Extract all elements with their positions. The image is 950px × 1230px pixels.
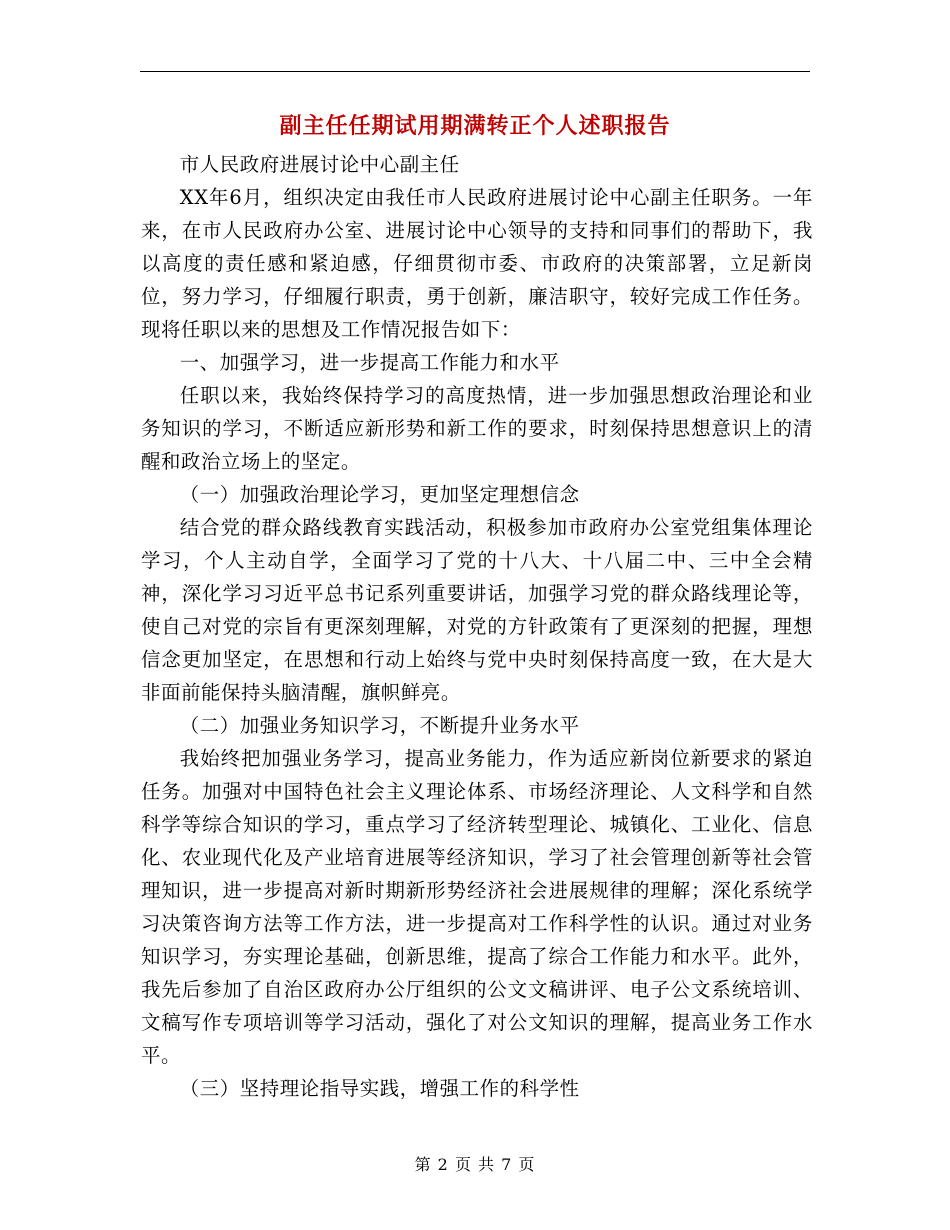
- subsection-heading-3: （三）坚持理论指导实践，增强工作的科学性: [179, 1077, 580, 1100]
- header-rule: [140, 71, 810, 72]
- section-heading-1: 一、加强学习，进一步提高工作能力和水平: [179, 351, 560, 374]
- page-number: 第 2 页 共 7 页: [414, 1155, 536, 1174]
- document-title: 副主任任期试用期满转正个人述职报告: [279, 113, 671, 139]
- paragraph-subsection-2: 我始终把加强业务学习，提高业务能力，作为适应新岗位新要求的紧迫任务。加强对中国特色社会主义理论体系、市场经济理论、人文科学和自然科学等综合知识的学习，重点学习了经济转型理论、城镇化、工业化、信息化、农业现代化及产业培育进展等经济知识，学习了社会管理创新等社会管理知识，进一步提高对新时期新形势经济社会进展规律的理解；深化系统学习决策咨询方法等工作方法，进一步提高对工作科学性的认识。通过对业务知识学习，夯实理论基础，创新思维，提高了综合工作能力和水平。此外，我先后参加了自治区政府办公厅组织的公文文稿讲评、电子公文系统培训、文稿写作专项培训等学习活动，强化了对公文知识的理解，提高业务工作水平。: [141, 747, 813, 1067]
- paragraph-recipient: 市人民政府进展讨论中心副主任: [179, 153, 460, 176]
- paragraph-section-1: 任职以来，我始终保持学习的高度热情，进一步加强思想政治理论和业务知识的学习，不断适应新形势和新工作的要求，时刻保持思想意识上的清醒和政治立场上的坚定。: [141, 384, 813, 473]
- document-body: [141, 148, 813, 1105]
- paragraph-subsection-1: 结合党的群众路线教育实践活动，积极参加市政府办公室党组集体理论学习，个人主动自学，全面学习了党的十八大、十八届二中、三中全会精神，深化学习习近平总书记系列重要讲话，加强学习党的群众路线理论等，使自己对党的宗旨有更深刻理解，对党的方针政策有了更深刻的把握，理想信念更加坚定，在思想和行动上始终与党中央时刻保持高度一致，在大是大非面前能保持头脑清醒，旗帜鲜亮。: [141, 516, 813, 704]
- subsection-heading-2: （二）加强业务知识学习，不断提升业务水平: [179, 714, 580, 737]
- subsection-heading-1: （一）加强政治理论学习，更加坚定理想信念: [179, 483, 580, 506]
- paragraph-intro: XX年6月，组织决定由我任市人民政府进展讨论中心副主任职务。一年来，在市人民政府办公室、进展讨论中心领导的支持和同事们的帮助下，我以高度的责任感和紧迫感，仔细贯彻市委、市政府的决策部署，立足新岗位，努力学习，仔细履行职责，勇于创新，廉洁职守，较好完成工作任务。现将任职以来的思想及工作情况报告如下：: [141, 186, 813, 341]
